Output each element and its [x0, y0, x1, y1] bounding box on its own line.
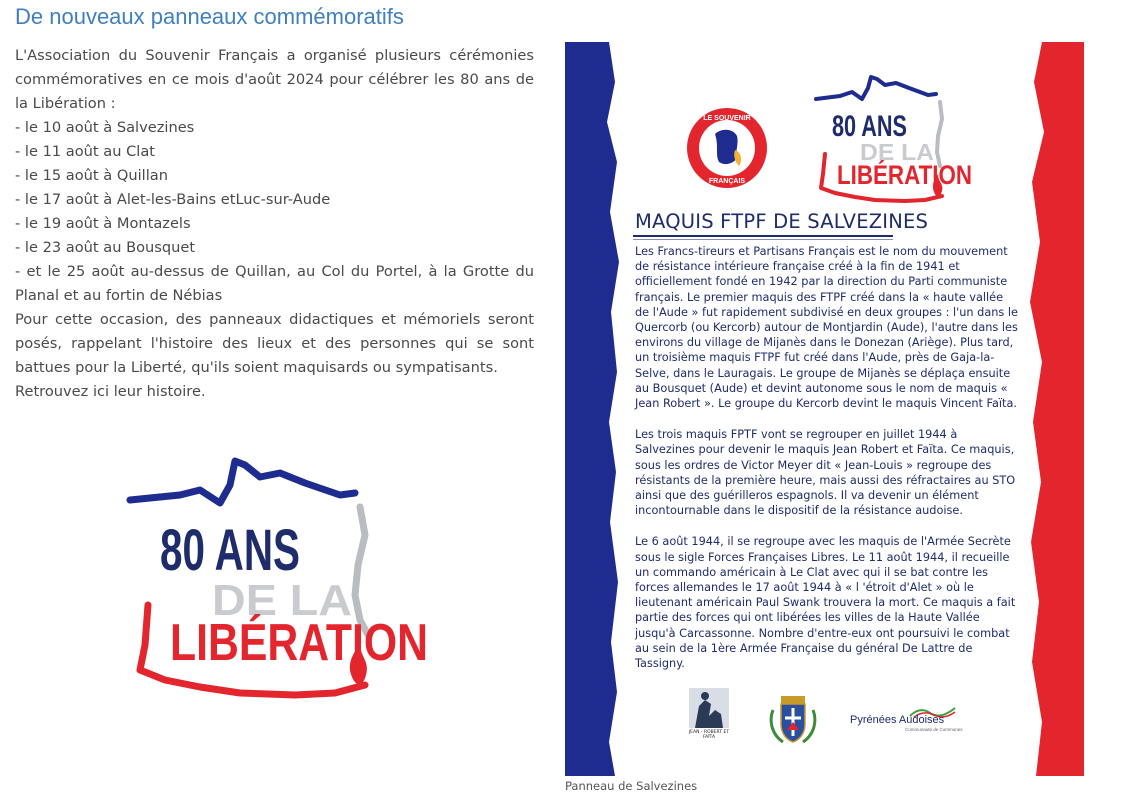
heading-underline-thin [633, 239, 893, 240]
poster-body [635, 244, 1020, 687]
coat-of-arms-logo [765, 690, 821, 746]
event-item: - et le 25 août au-dessus de Quillan, au Col du Portel, à la Grotte du Planal et au fortin de Nébias [15, 263, 534, 304]
logo-liberation: LIBÉRATION [170, 614, 428, 672]
jean-robert-label: JEAN - ROBERT ET FAÏTA [688, 730, 730, 740]
logo-small-80-ans: 80 ANS [832, 110, 907, 143]
events-list [15, 116, 534, 308]
occasion-paragraph: Pour cette occasion, des panneaux didactiques et mémoriels seront posés, rappelant l'histoire des lieux et des personnes qui se sont battues pour la Liberté, qu'ils soient maquisards ou sympatisants. [15, 311, 534, 376]
poster-paragraph: Les Francs-tireurs et Partisans Français est le nom du mouvement de résistance intérieure française créé à la fin de 1941 et officiellement fondé en 1942 par la direction du Parti communiste français. Le premier maquis des FTPF créé dans la « haute vallée de l'Aude » fut rapidement subdivisé en deux groupes : l'un dans le Quercorb (ou Kercorb) autour de Montjardin (Aude), l'autre dans les environs du village de Mijanès dans le Donezan (Ariège). Plus tard, un troisième maquis FTPF fut créé dans l'Aude, près de Gaja-la-Selve, dans le Lauragais. Le groupe de Mijanès se déplaça ensuite au Bousquet (Aude) et devint autonome sous le nom de maquis « Jean Robert ». Le groupe du Kercorb devint le maquis Vincent Faïta. [635, 245, 1018, 411]
souvenir-logo-bottom: FRANÇAIS [708, 178, 746, 185]
logo-80-ans: 80 ANS [160, 518, 300, 583]
logo-small-liberation: LIBÉRATION [837, 160, 1000, 190]
event-item: - le 15 août à Quillan [15, 167, 168, 184]
event-item: - le 19 août à Montazels [15, 215, 191, 232]
poster-footer-logos [685, 686, 965, 744]
pyrenees-label: Pyrénées Audoises [850, 714, 945, 726]
souvenir-francais-logo [685, 106, 769, 190]
heading-underline [633, 235, 893, 237]
pyrenees-sub-label: Communauté de Communes [905, 727, 963, 732]
event-item: - le 11 août au Clat [15, 143, 156, 160]
france-outline-blue [130, 461, 355, 503]
intro-paragraph: L'Association du Souvenir Français a organisé plusieurs cérémonies commémoratives en ce mois d'août 2024 pour célébrer les 80 ans de la Libération : [15, 47, 534, 112]
liberation-80-logo-small [810, 74, 1000, 224]
poster-paragraph: Le 6 août 1944, il se regroupe avec les maquis de l'Armée Secrète sous le sigle Forces Françaises Libres. Le 11 août 1944, il recueille un commando américain à Le Clat avec qui il se bat contre les forces allemandes le 17 août 1944 à « l 'étroit d'Alet » où le lieutenant américain Paul Swank trouvera la mort. Ce maquis a fait partie des forces qui ont libérées les villes de la Haute Vallée jusqu'à Carcassonne. Nombre d'entre-eux ont poursuivi le combat au sein de la 1ère Armée Française du général De Lattre de Tassigny. [635, 535, 1016, 671]
event-item: - le 23 août au Bousquet [15, 239, 196, 256]
history-link[interactable]: Retrouvez ici leur histoire. [15, 383, 206, 400]
page-title: De nouveaux panneaux commémoratifs [15, 4, 404, 29]
article-body [15, 44, 534, 404]
poster-heading: MAQUIS FTPF DE SALVEZINES [635, 210, 929, 233]
liberation-80-logo [120, 455, 440, 745]
event-item: - le 17 août à Alet-les-Bains etLuc-sur-Aude [15, 191, 331, 208]
flag-blue-band [565, 42, 625, 776]
poster-paragraph: Les trois maquis FPTF vont se regrouper en juillet 1944 à Salvezines pour devenir le maquis Jean Robert et Faïta. Ce maquis, sous les ordres de Victor Meyer dit « Jean-Louis » regroupe des résistants de la première heure, mais aussi des réfractaires au STO ainsi que des guérilleros espagnols. Il va devenir un élément incontournable dans le dispositif de la résistance audoise. [635, 428, 1016, 518]
souvenir-logo-top: LE SOUVENIR [703, 115, 751, 122]
event-item: - le 10 août à Salvezines [15, 119, 195, 136]
flag-red-band [1024, 42, 1084, 776]
image-caption: Panneau de Salvezines [565, 779, 698, 793]
pyrenees-audoises-logo [850, 706, 965, 736]
logo-small-de-la: DE LA [860, 139, 934, 165]
logo-de-la: DE LA [212, 576, 352, 625]
salvezines-panel-image [565, 42, 1084, 776]
